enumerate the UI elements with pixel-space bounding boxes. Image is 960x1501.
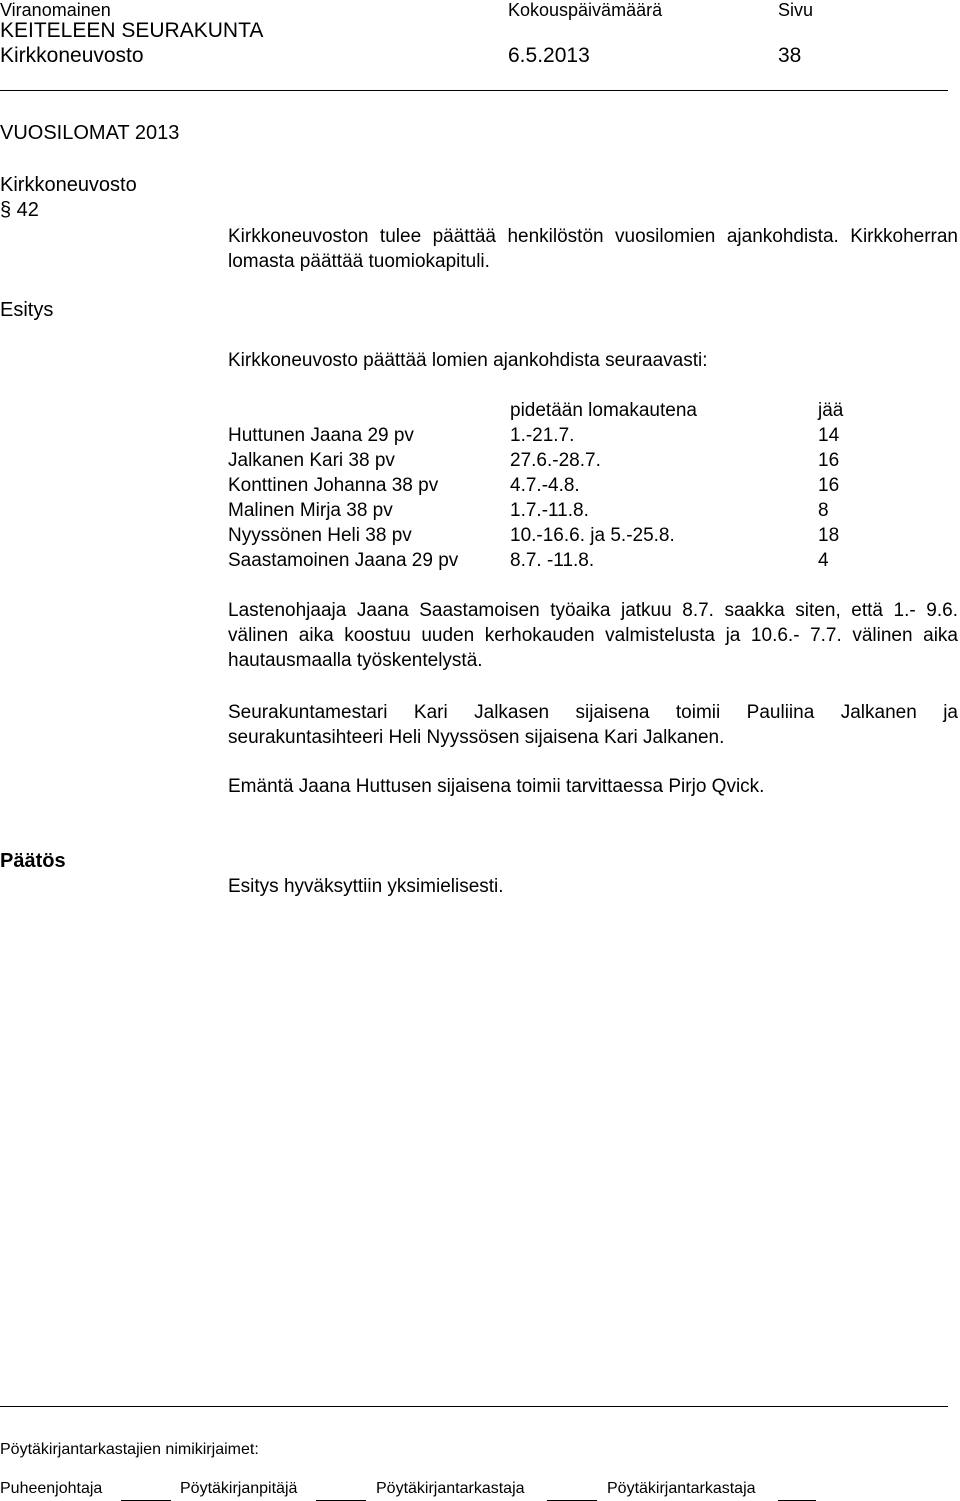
substitute-paragraph: Seurakuntamestari Kari Jalkasen sijaisena toimii Pauliina Jalkanen ja seurakuntasihteeri Heli Nyyssösen sijaisena Kari Jalkanen. <box>228 702 958 748</box>
employee-name: Konttinen Johanna 38 pv <box>228 475 439 496</box>
header-date-label: Kokouspäivämäärä <box>508 0 663 20</box>
column-header-remaining: jää <box>818 400 844 421</box>
signature-role-checker-2: Pöytäkirjantarkastaja <box>607 1480 756 1497</box>
employee-name: Huttunen Jaana 29 pv <box>228 425 414 446</box>
vacation-period: 1.7.-11.8. <box>510 500 589 521</box>
column-header-period: pidetään lomakautena <box>510 400 697 421</box>
body-name: Kirkkoneuvosto <box>0 174 137 196</box>
table-row <box>228 473 868 498</box>
cook-substitute-paragraph: Emäntä Jaana Huttusen sijaisena toimii tarvittaessa Pirjo Qvick. <box>228 776 765 797</box>
header-page-label: Sivu <box>778 0 814 20</box>
signature-role-secretary: Pöytäkirjanpitäjä <box>180 1480 298 1497</box>
remaining-days: 8 <box>818 500 829 521</box>
table-row <box>228 448 868 473</box>
table-row <box>228 423 868 448</box>
header-divider <box>0 90 948 91</box>
section-number: § 42 <box>0 199 39 221</box>
employee-name: Malinen Mirja 38 pv <box>228 500 393 521</box>
employee-name: Nyyssönen Heli 38 pv <box>228 525 412 546</box>
remaining-days: 16 <box>818 475 840 496</box>
remaining-days: 4 <box>818 550 829 571</box>
vacation-period: 8.7. -11.8. <box>510 550 595 571</box>
paatos-label: Päätös <box>0 850 66 872</box>
esitys-label: Esitys <box>0 299 54 321</box>
footer-divider <box>0 1406 948 1407</box>
decision-intro: Kirkkoneuvosto päättää lomien ajankohdista seuraavasti: <box>228 350 708 371</box>
header-meeting-date: 6.5.2013 <box>508 44 590 67</box>
vacation-period: 10.-16.6. ja 5.-25.8. <box>510 525 675 546</box>
intro-paragraph: Kirkkoneuvoston tulee päättää henkilöstön vuosilomien ajankohdista. Kirkkoherran lomasta päättää tuomiokapituli. <box>228 226 958 272</box>
remaining-days: 16 <box>818 450 840 471</box>
remaining-days: 18 <box>818 525 840 546</box>
organization-name: KEITELEEN SEURAKUNTA <box>0 19 264 42</box>
vacation-period: 27.6.-28.7. <box>510 450 601 471</box>
table-row <box>228 548 868 573</box>
signature-role-checker-1: Pöytäkirjantarkastaja <box>376 1480 525 1497</box>
decision-text: Esitys hyväksyttiin yksimielisesti. <box>228 876 504 897</box>
table-header-row <box>228 398 868 423</box>
header-page-number: 38 <box>778 44 802 67</box>
table-row <box>228 498 868 523</box>
signature-role-chair: Puheenjohtaja <box>0 1480 103 1497</box>
vacation-period: 1.-21.7. <box>510 425 575 446</box>
signatures-label: Pöytäkirjantarkastajien nimikirjaimet: <box>0 1441 259 1458</box>
employee-name: Jalkanen Kari 38 pv <box>228 450 395 471</box>
employee-name: Saastamoinen Jaana 29 pv <box>228 550 459 571</box>
table-row <box>228 523 868 548</box>
header-authority: Kirkkoneuvosto <box>0 44 144 67</box>
header-viranomainen-label: Viranomainen <box>0 0 111 20</box>
remaining-days: 14 <box>818 425 840 446</box>
document-title: VUOSILOMAT 2013 <box>0 122 180 144</box>
childcare-paragraph: Lastenohjaaja Jaana Saastamoisen työaika jatkuu 8.7. saakka siten, että 1.- 9.6. välinen aika koostuu uuden kerhokauden valmistelusta ja 10.6.- 7.7. välinen aika hautausmaalla työskentelystä. <box>228 600 958 671</box>
vacation-period: 4.7.-4.8. <box>510 475 580 496</box>
